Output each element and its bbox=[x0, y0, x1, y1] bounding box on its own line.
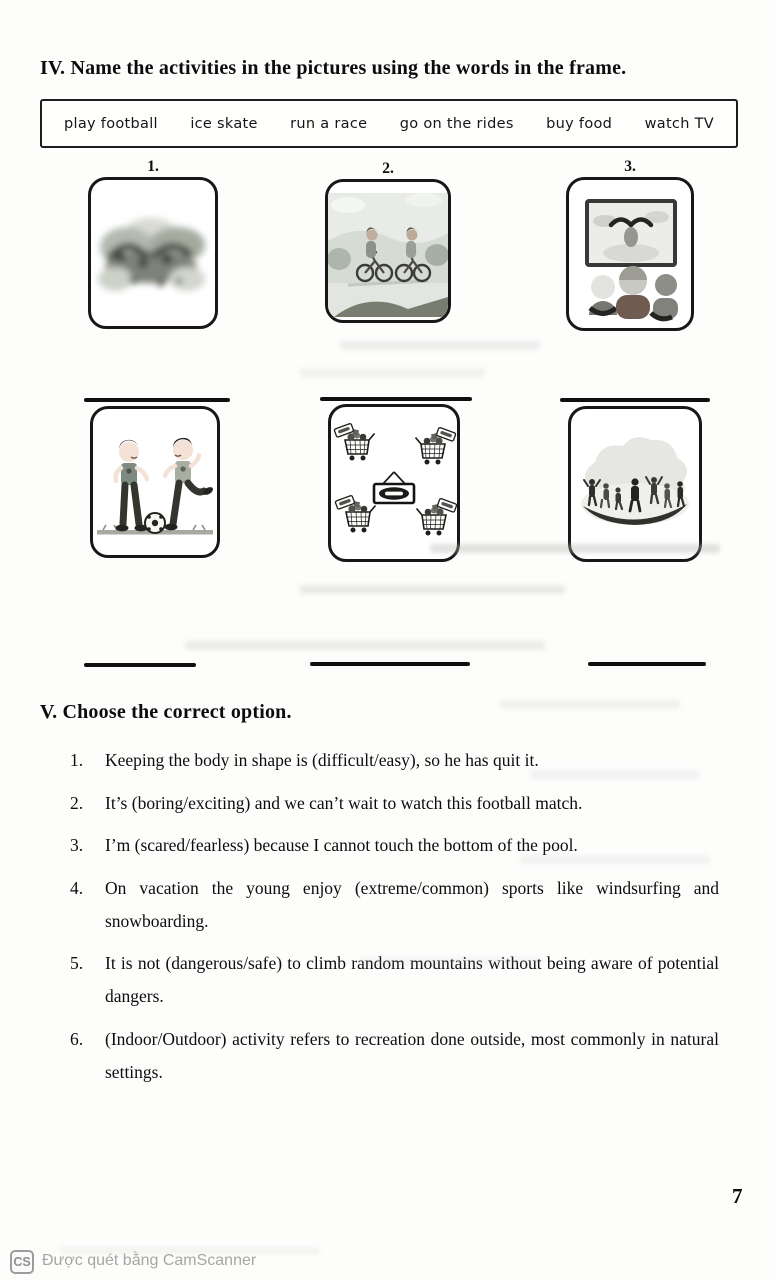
picture-1 bbox=[88, 158, 218, 329]
picture-3 bbox=[566, 158, 694, 331]
picture-3-number: 3. bbox=[624, 158, 636, 175]
family-watching-tv-illustration bbox=[569, 180, 691, 328]
picture-1-frame bbox=[88, 177, 218, 329]
picture-5 bbox=[328, 404, 460, 562]
word-frame-item: run a race bbox=[290, 115, 368, 132]
word-frame-item: ice skate bbox=[190, 115, 258, 132]
item-number: 4. bbox=[70, 877, 84, 898]
camscanner-watermark: Được quét bằng CamScanner bbox=[42, 1252, 257, 1269]
word-frame-item: go on the rides bbox=[399, 115, 514, 132]
picture-2 bbox=[325, 160, 451, 323]
answer-line bbox=[560, 398, 710, 402]
section-v-heading: V. Choose the correct option. bbox=[40, 701, 292, 723]
bleed-through-artifact bbox=[520, 855, 710, 864]
picture-4-frame bbox=[90, 406, 220, 558]
bleed-through-artifact bbox=[500, 700, 680, 709]
word-frame-item: play football bbox=[64, 115, 158, 132]
section-iv-heading: IV. Name the activities in the pictures using the words in the frame. bbox=[40, 57, 627, 79]
answer-line bbox=[588, 662, 706, 666]
answer-line bbox=[84, 398, 230, 402]
shopping-carts-with-food-illustration bbox=[331, 407, 457, 559]
camscanner-badge-icon: CS bbox=[10, 1250, 34, 1274]
bleed-through-artifact bbox=[430, 544, 720, 553]
item-text: (Indoor/Outdoor) activity refers to recreation done outside, most commonly in natural settings. bbox=[105, 1028, 719, 1082]
picture-6-frame bbox=[568, 406, 702, 562]
bleed-through-artifact bbox=[530, 770, 700, 779]
picture-3-frame bbox=[566, 177, 694, 331]
answer-line bbox=[320, 397, 472, 401]
bleed-through-artifact bbox=[185, 641, 545, 650]
item-text: It is not (dangerous/safe) to climb random mountains without being aware of potential dangers. bbox=[105, 953, 719, 1006]
picture-2-number: 2. bbox=[382, 160, 394, 177]
bleed-through-artifact bbox=[360, 957, 540, 966]
item-number: 3. bbox=[70, 835, 84, 855]
word-frame bbox=[40, 99, 738, 148]
list-item bbox=[70, 872, 726, 938]
answer-line bbox=[310, 662, 470, 666]
options-list bbox=[70, 744, 726, 1098]
word-frame-item: watch TV bbox=[644, 115, 714, 132]
bleed-through-artifact bbox=[300, 585, 565, 594]
crowd-ice-skating-illustration bbox=[571, 409, 699, 559]
item-number: 1. bbox=[70, 750, 84, 770]
item-number: 5. bbox=[70, 953, 84, 973]
picture-5-frame bbox=[328, 404, 460, 562]
answer-line bbox=[84, 663, 196, 667]
bleed-through-artifact bbox=[340, 341, 540, 350]
item-number: 2. bbox=[70, 792, 84, 813]
blurred-activity-scene-illustration bbox=[91, 180, 215, 326]
bleed-through-artifact bbox=[300, 368, 485, 377]
item-text: I’m (scared/fearless) because I cannot touch the bottom of the pool. bbox=[105, 835, 578, 855]
picture-4 bbox=[90, 406, 220, 558]
word-frame-item: buy food bbox=[546, 115, 613, 132]
page-number: 7 bbox=[732, 1184, 743, 1208]
boys-playing-football-illustration bbox=[93, 409, 217, 555]
list-item bbox=[70, 787, 726, 820]
picture-1-number: 1. bbox=[147, 158, 159, 175]
picture-2-frame bbox=[325, 179, 451, 323]
item-text: It’s (boring/exciting) and we can’t wait to watch this football match. bbox=[105, 792, 583, 813]
item-number: 6. bbox=[70, 1028, 84, 1049]
children-riding-bikes-illustration bbox=[328, 182, 448, 320]
item-text: Keeping the body in shape is (difficult/easy), so he has quit it. bbox=[105, 750, 539, 770]
list-item bbox=[70, 1023, 726, 1089]
picture-6 bbox=[568, 406, 702, 562]
item-text: On vacation the young enjoy (extreme/common) sports like windsurfing and snowboarding. bbox=[105, 877, 719, 931]
